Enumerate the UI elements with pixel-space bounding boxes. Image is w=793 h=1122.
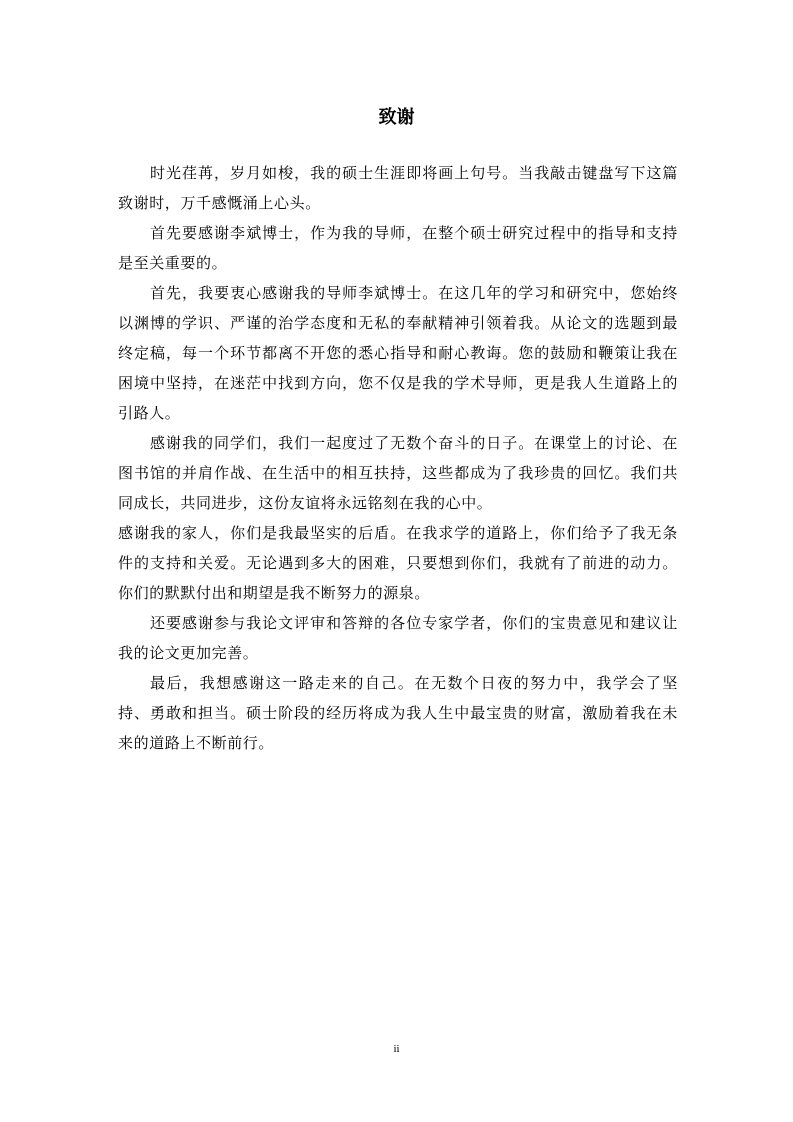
paragraph-family: 感谢我的家人，你们是我最坚实的后盾。在我求学的道路上，你们给予了我无条件的支持和关爱。无论遇到多大的困难，只要想到你们，我就有了前进的动力。你们的默默付出和期望是我不断努力的源泉。 (118, 524, 678, 602)
paragraph-classmates: 感谢我的同学们，我们一起度过了无数个奋斗的日子。在课堂上的讨论、在图书馆的并肩作战、在生活中的相互扶持，这些都成为了我珍贵的回忆。我们共同成长，共同进步，这份友谊将永远铭刻在我的心中。 (118, 434, 678, 512)
paragraph-self: 最后，我想感谢这一路走来的自己。在无数个日夜的努力中，我学会了坚持、勇敢和担当。硕士阶段的经历将成为我人生中最宝贵的财富，激励着我在未来的道路上不断前行。 (118, 674, 678, 752)
acknowledgement-body (118, 158, 678, 758)
paragraph-advisor-brief: 首先要感谢李斌博士，作为我的导师，在整个硕士研究过程中的指导和支持是至关重要的。 (118, 224, 678, 272)
page-number: ii (393, 1043, 400, 1055)
paragraph-advisor: 首先，我要衷心感谢我的导师李斌博士。在这几年的学习和研究中，您始终以渊博的学识、严谨的治学态度和无私的奉献精神引领着我。从论文的选题到最终定稿，每一个环节都离不开您的悉心指导和耐心教诲。您的鼓励和鞭策让我在困境中坚持，在迷茫中找到方向，您不仅是我的学术导师，更是我人生道路上的引路人。 (118, 284, 678, 422)
page-title: 致谢 (378, 107, 415, 128)
paragraph-reviewers: 还要感谢参与我论文评审和答辩的各位专家学者，你们的宝贵意见和建议让我的论文更加完善。 (118, 614, 678, 662)
paragraph-intro: 时光荏苒，岁月如梭，我的硕士生涯即将画上句号。当我敲击键盘写下这篇致谢时，万千感慨涌上心头。 (118, 164, 678, 212)
